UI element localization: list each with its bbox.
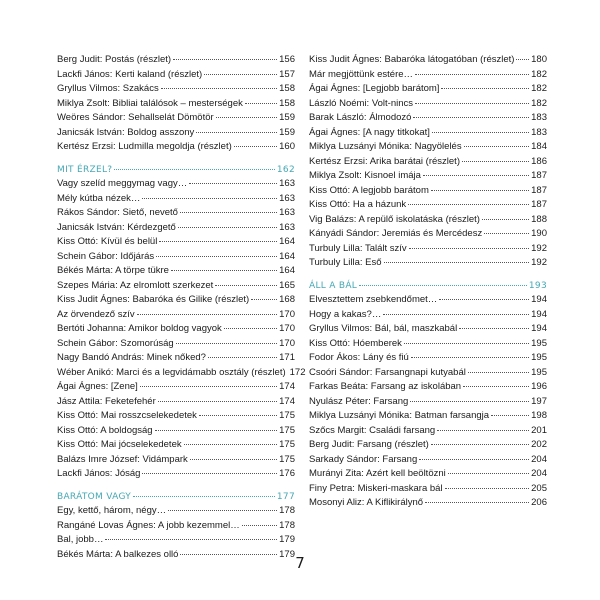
dot-leader [180,212,277,213]
entry-title: Csoóri Sándor: Farsangnapi kutyabál [309,366,466,378]
dot-leader [482,219,529,220]
toc-entry [309,82,547,97]
toc-entry [57,366,306,381]
toc-entry [57,395,295,410]
page-ref: 184 [531,141,547,152]
toc-entry [309,467,547,482]
section-gap [57,155,295,163]
entry-title: Miklya Zsolt: Kisnoel imája [309,170,421,181]
page-ref: 182 [531,68,547,80]
toc-right-column [309,53,547,511]
dot-leader [215,285,277,286]
page-ref: 168 [279,294,295,305]
page-ref: 174 [279,381,295,392]
page-ref: 175 [279,410,295,421]
dot-leader [234,146,277,147]
page-ref: 204 [531,453,547,465]
toc-entry [309,380,547,395]
page-ref: 162 [276,164,295,175]
dot-leader [437,430,529,431]
page-ref: 182 [531,83,547,94]
entry-title: Sarkady Sándor: Farsang [309,453,418,465]
entry-title: Schein Gábor: Időjárás [57,250,155,262]
entry-title: Szepes Mária: Az elromlott szerkezet [57,279,214,291]
dot-leader [384,262,530,263]
page-ref: 194 [531,308,547,320]
toc-entry [57,221,295,236]
page-ref: 194 [531,323,547,334]
dot-leader [114,169,275,170]
toc-entry [309,184,547,199]
section-gap [57,482,295,490]
dot-leader [171,270,277,271]
dot-leader [190,459,277,460]
dot-leader [459,328,529,329]
page-ref: 190 [531,228,547,239]
page-ref: 163 [279,221,295,233]
entry-title: Barak László: Álmodozó [309,112,412,123]
page-ref: 179 [279,548,295,560]
dot-leader [189,183,277,184]
toc-entry [57,337,295,352]
page-ref: 160 [279,141,295,152]
toc-entry [309,155,547,170]
entry-title: Balázs Imre József: Vidámpark [57,453,188,465]
entry-title: Janicsák István: Kérdezgető [57,221,176,233]
page-ref: 194 [531,294,547,305]
dot-leader [216,117,277,118]
toc-entry [309,409,547,424]
toc-entry [57,438,295,453]
dot-leader [431,190,529,191]
entry-title: Turbuly Lilla: Eső [309,257,382,268]
toc-section-heading [57,490,295,505]
section-title: MIT ÉRZEL? [57,164,113,175]
dot-leader [142,473,277,474]
entry-title: Elvesztettem zsebkendőmet… [309,294,438,305]
dot-leader [516,59,529,60]
toc-entry [309,242,547,257]
dot-leader [159,241,277,242]
toc-entry [57,53,295,68]
dot-leader [432,132,529,133]
page-ref: 187 [531,184,547,196]
page-ref: 175 [279,424,295,436]
page-ref: 156 [279,54,295,65]
entry-title: Janicsák István: Boldog asszony [57,126,195,138]
entry-title: Miklya Luzsányi Mónika: Batman farsangja [309,410,490,421]
toc-entry [57,322,295,337]
toc-entry [309,169,547,184]
entry-title: Kiss Judit Ágnes: Babaróka és Gilike (részlet) [57,294,250,305]
dot-leader [224,328,277,329]
dot-leader [491,415,529,416]
page-ref: 202 [531,439,547,450]
page-ref: 183 [531,112,547,123]
entry-title: Berg Judit: Postás (részlet) [57,54,172,65]
entry-title: Nagy Bandó András: Minek nőked? [57,352,206,363]
page-ref: 195 [531,366,547,378]
entry-title: Kiss Ottó: Hóemberek [309,337,402,349]
entry-title: Hogy a kakas?… [309,308,382,320]
dot-leader [445,488,530,489]
dot-leader [199,415,277,416]
entry-title: László Noémi: Volt-nincs [309,97,414,109]
entry-title: Rangáné Lovas Ágnes: A jobb kezemmel… [57,519,240,531]
dot-leader [383,314,529,315]
toc-entry [57,351,295,366]
dot-leader [404,343,529,344]
entry-title: Finy Petra: Miskeri-maskara bál [309,482,443,494]
dot-leader [408,204,529,205]
dot-leader [431,444,529,445]
page-ref: 179 [279,534,295,545]
toc-entry [309,53,547,68]
toc-entry [309,213,547,228]
toc-entry [309,111,547,126]
entry-title: Kertész Erzsi: Arika barátai (részlet) [309,155,460,167]
section-title: BARÁTOM VAGY [57,491,132,502]
toc-entry [309,68,547,83]
toc-entry [57,68,295,83]
toc-entry [309,308,547,323]
dot-leader [484,233,529,234]
dot-leader [468,372,529,373]
entry-title: Békés Márta: A balkezes olló [57,548,179,560]
toc-entry [57,126,295,141]
page-ref: 182 [531,97,547,109]
entry-title: Kiss Ottó: Mai rosszcselekedetek [57,410,197,421]
entry-title: Miklya Zsolt: Bibliai találósok – mesterségek [57,97,243,109]
dot-leader [463,386,529,387]
page-ref: 177 [276,491,295,502]
toc-entry [309,198,547,213]
toc-entry [57,519,295,534]
page-ref: 178 [279,519,295,531]
page-ref: 158 [279,83,295,94]
page-ref: 192 [531,242,547,254]
entry-title: Wéber Anikó: Marci és a legvidámabb osztály (részlet) [57,366,286,378]
page-ref: 183 [531,126,547,138]
section-gap [309,271,547,279]
dot-leader [415,74,529,75]
dot-leader [184,444,278,445]
dot-leader [140,386,277,387]
entry-title: Ágai Ágnes: [Legjobb barátom] [309,83,440,94]
dot-leader [245,103,277,104]
entry-title: Schein Gábor: Szomorúság [57,337,174,349]
entry-title: Vig Balázs: A repülő iskolatáska (részlet) [309,213,480,225]
page-ref: 205 [531,482,547,494]
entry-title: Bal, jobb… [57,534,104,545]
toc-entry [309,293,547,308]
entry-title: Kiss Ottó: A legjobb barátom [309,184,429,196]
toc-entry [57,424,295,439]
toc-entry [57,467,295,482]
page-ref: 176 [279,468,295,479]
entry-title: Az örvendező szív [57,308,135,320]
page-ref: 159 [279,112,295,123]
toc-entry [57,177,295,192]
page-ref: 204 [531,468,547,479]
page-ref: 195 [531,352,547,363]
toc-entry [309,140,547,155]
dot-leader [105,539,277,540]
toc-entry [309,322,547,337]
page-ref: 164 [279,265,295,276]
entry-title: Berg Judit: Farsang (részlet) [309,439,429,450]
page-ref: 163 [279,192,295,204]
dot-leader [415,103,529,104]
dot-leader [178,227,277,228]
dot-leader [242,525,277,526]
page-ref: 201 [531,424,547,436]
page-ref: 196 [531,381,547,392]
toc-entry [57,250,295,265]
page-ref: 174 [279,395,295,407]
toc-entry [57,293,295,308]
entry-title: Lackfi János: Jóság [57,468,141,479]
dot-leader [423,175,529,176]
dot-leader [137,314,278,315]
entry-title: Egy, kettő, három, négy… [57,505,167,516]
page-ref: 172 [289,366,306,378]
page-ref: 163 [279,178,295,189]
dot-leader [441,88,529,89]
entry-title: Jász Attila: Feketefehér [57,395,156,407]
page-ref: 164 [279,250,295,262]
dot-leader [251,299,277,300]
page-ref: 187 [531,199,547,210]
toc-entry [309,126,547,141]
dot-leader [425,502,529,503]
entry-title: Kiss Ottó: Mai jócselekedetek [57,439,182,450]
entry-title: Kiss Ottó: Ha a házunk [309,199,407,210]
entry-title: Turbuly Lilla: Talált szív [309,242,407,254]
toc-entry [309,482,547,497]
dot-leader [413,117,529,118]
toc-entry [57,533,295,548]
toc-section-heading [57,163,295,178]
page-ref: 157 [279,68,295,80]
page-ref: 165 [279,279,295,291]
page-ref: 170 [279,323,295,334]
page-ref: 192 [531,257,547,268]
toc-entry [57,409,295,424]
entry-title: Kiss Judit Ágnes: Babaróka látogatóban (részlet) [309,54,515,65]
entry-title: Kertész Erzsi: Ludmilla megoldja (részlet) [57,141,232,152]
entry-title: Murányi Zita: Azért kell beöltözni [309,468,446,479]
page-ref: 186 [531,155,547,167]
dot-leader [419,459,529,460]
toc-entry [57,235,295,250]
dot-leader [464,146,530,147]
entry-title: Ágai Ágnes: [Zene] [57,381,138,392]
dot-leader [133,496,275,497]
page-ref: 197 [531,395,547,407]
toc-entry [57,97,295,112]
page-ref: 178 [279,505,295,516]
toc-entry [57,82,295,97]
dot-leader [410,401,529,402]
page-ref: 193 [528,280,547,291]
entry-title: Bertóti Johanna: Amikor boldog vagyok [57,323,222,334]
dot-leader [142,198,277,199]
page-ref: 164 [279,236,295,247]
toc-entry [309,97,547,112]
toc-entry [57,308,295,323]
dot-leader [359,285,527,286]
dot-leader [176,343,277,344]
page-ref: 170 [279,308,295,320]
entry-title: Nyulász Péter: Farsang [309,395,409,407]
page-ref: 198 [531,410,547,421]
dot-leader [161,88,277,89]
toc-entry [309,337,547,352]
entry-title: Fodor Ákos: Lány és fiú [309,352,409,363]
page-ref: 159 [279,126,295,138]
entry-title: Kányádi Sándor: Jeremiás és Mercédesz [309,228,483,239]
dot-leader [168,510,277,511]
entry-title: Ágai Ágnes: [A nagy titkokat] [309,126,430,138]
page-ref: 180 [531,54,547,65]
page-ref: 188 [531,213,547,225]
toc-entry [309,496,547,511]
page-ref: 171 [279,352,295,363]
page-ref: 175 [279,453,295,465]
entry-title: Mosonyi Aliz: A Kiflikirálynő [309,497,424,508]
entry-title: Békés Márta: A törpe tükre [57,265,169,276]
toc-section-heading [309,279,547,294]
toc-entry [57,140,295,155]
toc-entry [309,395,547,410]
section-title: ÁLL A BÁL [309,280,358,291]
page-number: 7 [295,554,305,572]
entry-title: Kiss Ottó: Kívül és belül [57,236,158,247]
toc-entry [309,424,547,439]
toc-left-column [57,53,306,562]
dot-leader [208,357,277,358]
dot-leader [155,430,278,431]
toc-entry [57,192,295,207]
dot-leader [173,59,277,60]
entry-title: Mély kútba nézek… [57,192,141,204]
toc-entry [309,351,547,366]
dot-leader [204,74,277,75]
dot-leader [409,248,529,249]
dot-leader [448,473,529,474]
entry-title: Gryllus Vilmos: Bál, bál, maszkabál [309,323,458,334]
dot-leader [439,299,529,300]
toc-entry [57,453,295,468]
toc-entry [309,453,547,468]
entry-title: Miklya Luzsányi Mónika: Nagyölelés [309,141,462,152]
toc-entry [309,438,547,453]
page-ref: 158 [279,97,295,109]
page-ref: 187 [531,170,547,181]
toc-entry [57,279,295,294]
entry-title: Szőcs Margit: Családi farsang [309,424,436,436]
toc-entry [57,206,295,221]
dot-leader [411,357,529,358]
entry-title: Vagy szelíd meggymag vagy… [57,178,188,189]
entry-title: Weöres Sándor: Sehallselát Dömötör [57,112,214,123]
toc-entry [57,504,295,519]
entry-title: Lackfi János: Kerti kaland (részlet) [57,68,203,80]
toc-entry [309,366,547,381]
entry-title: Farkas Beáta: Farsang az iskolában [309,381,462,392]
dot-leader [156,256,277,257]
toc-entry [309,227,547,242]
toc-entry [309,256,547,271]
dot-leader [196,132,277,133]
page-ref: 170 [279,337,295,349]
page-ref: 195 [531,337,547,349]
entry-title: Gryllus Vilmos: Szakács [57,83,159,94]
toc-entry [57,380,295,395]
toc-entry [57,111,295,126]
entry-title: Rákos Sándor: Siető, nevető [57,207,178,218]
page-ref: 175 [279,439,295,450]
entry-title: Kiss Ottó: A boldogság [57,424,153,436]
toc-entry [57,264,295,279]
dot-leader [158,401,277,402]
page-ref: 163 [279,207,295,218]
dot-leader [462,161,529,162]
page-ref: 206 [531,497,547,508]
entry-title: Már megjöttünk estére… [309,68,414,80]
